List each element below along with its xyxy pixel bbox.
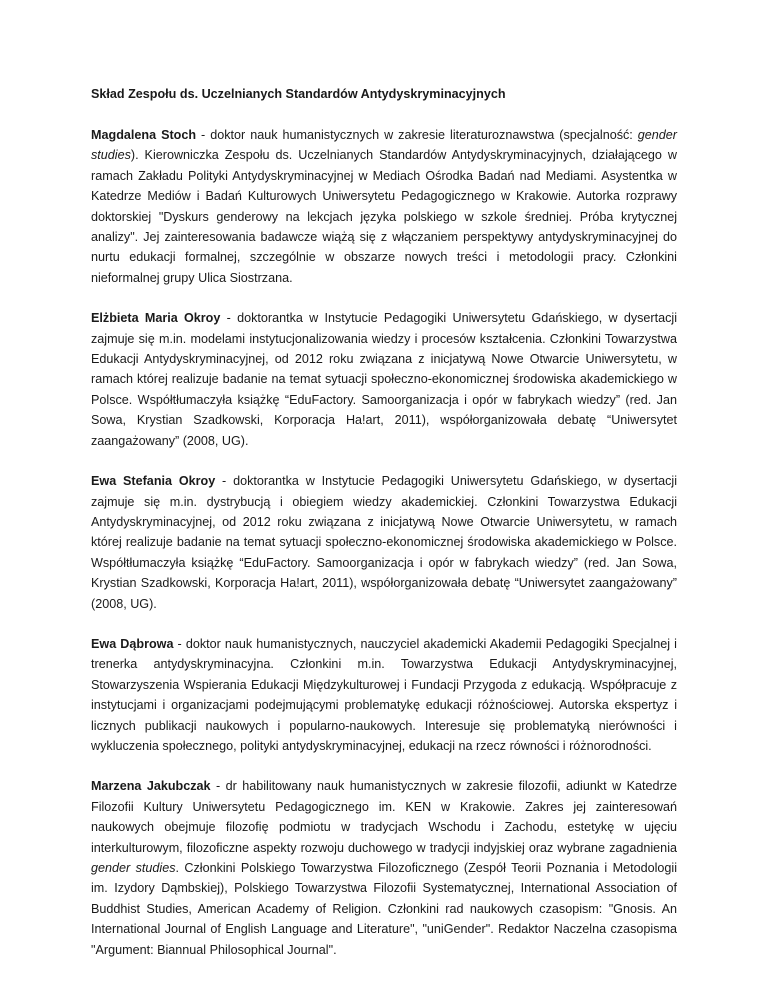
member-name: Marzena Jakubczak (91, 779, 211, 794)
member-name: Magdalena Stoch (91, 128, 197, 142)
member-bio-dabrowa (91, 634, 677, 756)
member-bio-elzbieta-okroy (91, 308, 677, 451)
bio-italic-text: gender studies (91, 128, 677, 163)
document-page (91, 84, 677, 980)
member-name: Ewa Dąbrowa (91, 636, 174, 651)
bio-text: - doktor nauk humanistycznych w zakresie literaturoznawstwa (specjalność: (196, 128, 638, 142)
bio-text: - doktorantka w Instytucie Pedagogiki Uniwersytetu Gdańskiego, w dysertacji zajmuje się m.in. modelami instytucjonalizowania wiedzy i procesów kształcenia. Członkini Towarzystwa Edukacji Antydyskryminacyjnej, od 2012 roku związana z inicjatywą Nowe Otwarcie Uniwersytetu, w ramach której realizuje badanie na temat sytuacji społeczno-ekonomicznej środowiska akademickiego w Polsce. Współtłumaczyła książkę “EduFactory. Samoorganizacja i opór w fabrykach wiedzy” (red. Jan Sowa, Krystian Szadkowski, Korporacja Ha!art, 2011), współorganizowała debatę “Uniwersytet zaangażowany” (2008, UG). (91, 311, 678, 448)
member-bio-stoch (91, 125, 677, 288)
member-bio-ewa-okroy (91, 471, 677, 614)
member-bio-jakubczak (91, 776, 677, 960)
bio-text: . Członkini Polskiego Towarzystwa Filozoficznego (Zespół Teorii Poznania i Metodologii im. Izydory Dąmbskiej), Polskiego Towarzystwa Filozofii Systematycznej, International Association of Buddhist Studies, American Academy of Religion. Członkini rad naukowych czasopism: "Gnosis. An International Journal of English Language and Literature", "uniGender". Redaktor Naczelna czasopisma "Argument: Biannual Philosophical Journal". (91, 861, 677, 957)
bio-text: - dr habilitowany nauk humanistycznych w zakresie filozofii, adiunkt w Katedrze Filozofii Kultury Uniwersytetu Pedagogicznego im. KEN w Krakowie. Zakres jej zainteresowań naukowych obejmuje filozofię podmiotu w tradycjach Wschodu i Zachodu, estetykę w ujęciu interkulturowym, filozoficzne aspekty rozwoju duchowego w tradycji indyjskiej oraz wybrane zagadnienia (91, 779, 678, 855)
bio-text: ). Kierowniczka Zespołu ds. Uczelnianych Standardów Antydyskryminacyjnych, działającego w ramach Zakładu Polityki Antydyskryminacyjnej w Mediach Ośrodka Badań nad Mediami. Asystentka w Katedrze Mediów i Badań Kulturowych Uniwersytetu Pedagogicznego w Krakowie. Autorka rozprawy doktorskiej "Dyskurs genderowy na lekcjach języka polskiego w szkole średniej. Próba krytycznej analizy". Jej zainteresowania badawcze wiążą się z włączaniem perspektywy antydyskryminacyjnej do nurtu edukacji formalnej, szczególnie w obszarze nowych treści i metodologii pracy. Członkini nieformalnej grupy Ulica Siostrzana. (91, 148, 677, 285)
member-name: Elżbieta Maria Okroy (91, 311, 221, 326)
bio-text: - doktor nauk humanistycznych, nauczyciel akademicki Akademii Pedagogiki Specjalnej i trenerka antydyskryminacyjna. Członkini m.in. Towarzystwa Edukacji Antydyskryminacyjnej, Stowarzyszenia Wspierania Edukacji Międzykulturowej i Fundacji Przygoda z edukacją. Współpracuje z instytucjami i organizacjami podejmującymi problematykę edukacji różnościowej. Autorska ekspertyz i licznych publikacji naukowych i popularno-naukowych. Interesuje się problematyką nierówności i wykluczenia społecznego, polityki antydyskryminacyjnej, edukacji na rzecz równości i różnorodności. (91, 636, 677, 753)
document-title: Skład Zespołu ds. Uczelnianych Standardów Antydyskryminacyjnych (91, 87, 506, 101)
member-name: Ewa Stefania Okroy (91, 474, 216, 489)
bio-italic-text: gender studies (91, 861, 176, 875)
bio-text: - doktorantka w Instytucie Pedagogiki Uniwersytetu Gdańskiego, w dysertacji zajmuje się m.in. dystrybucją i obiegiem wiedzy akademickiej. Członkini Towarzystwa Edukacji Antydyskryminacyjnej, od 2012 roku związana z inicjatywą Nowe Otwarcie Uniwersytetu, w ramach której realizuje badanie na temat sytuacji społeczno-ekonomicznej środowiska akademickiego w Polsce. Współtłumaczyła książkę “EduFactory. Samoorganizacja i opór w fabrykach wiedzy” (red. Jan Sowa, Krystian Szadkowski, Korporacja Ha!art, 2011), współorganizowała debatę “Uniwersytet zaangażowany” (2008, UG). (91, 474, 678, 611)
